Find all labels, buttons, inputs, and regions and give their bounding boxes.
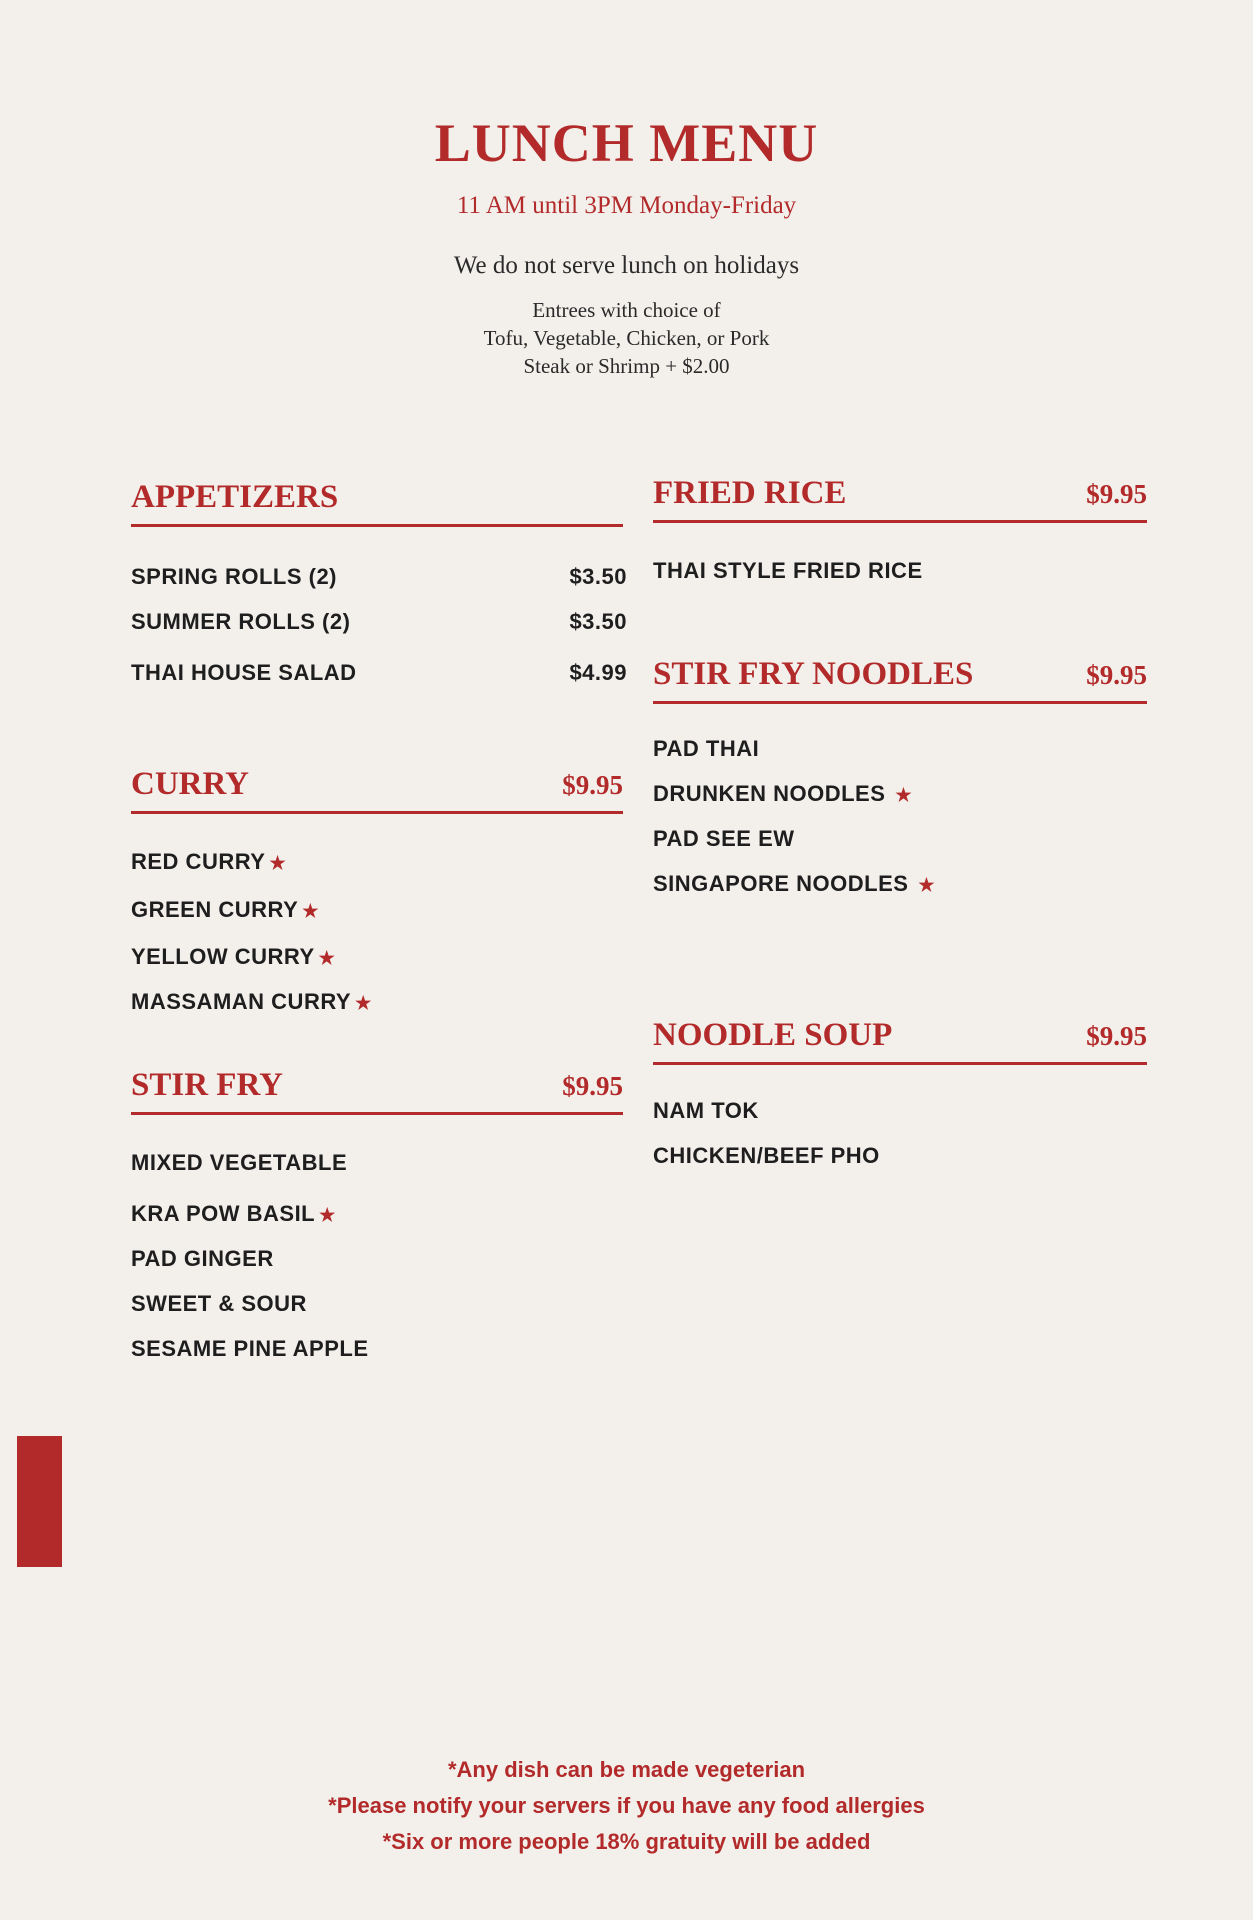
menu-item bbox=[131, 1291, 623, 1321]
menu-item bbox=[653, 1143, 1147, 1173]
section-header bbox=[653, 470, 1147, 523]
item-name: THAI HOUSE SALAD bbox=[131, 660, 357, 685]
decorative-red-bar bbox=[17, 1436, 62, 1567]
section-price: $9.95 bbox=[1086, 1021, 1147, 1051]
menu-item bbox=[131, 849, 623, 879]
footer-note: *Please notify your servers if you have any food allergies bbox=[328, 1793, 925, 1818]
item-name: SPRING ROLLS (2) bbox=[131, 564, 338, 589]
menu-item bbox=[653, 871, 1147, 901]
section-header bbox=[131, 1062, 623, 1115]
entree-options-line: Steak or Shrimp + $2.00 bbox=[523, 354, 730, 378]
stir-fry-noodles-section bbox=[653, 648, 1147, 896]
fried-rice-section bbox=[653, 470, 1147, 583]
noodle-soup-section bbox=[653, 1012, 1147, 1168]
menu-item bbox=[131, 1201, 623, 1231]
menu-item bbox=[653, 781, 1147, 811]
item-name: KRA POW BASIL bbox=[131, 1201, 316, 1226]
section-title: STIR FRY bbox=[131, 1067, 283, 1103]
spicy-star-icon: ★ bbox=[302, 901, 319, 921]
footer-note: *Any dish can be made vegeterian bbox=[447, 1757, 806, 1782]
section-price: $9.95 bbox=[562, 1071, 623, 1101]
menu-item bbox=[131, 944, 623, 974]
item-name: NAM TOK bbox=[653, 1098, 759, 1123]
entree-options bbox=[0, 296, 1253, 380]
item-name: MIXED VEGETABLE bbox=[131, 1150, 348, 1175]
menu-item bbox=[131, 609, 627, 639]
item-name: SUMMER ROLLS (2) bbox=[131, 609, 351, 634]
item-name: PAD GINGER bbox=[131, 1246, 274, 1271]
item-name: MASSAMAN CURRY bbox=[131, 989, 352, 1014]
item-name: THAI STYLE FRIED RICE bbox=[653, 558, 923, 583]
item-name: SINGAPORE NOODLES bbox=[653, 871, 909, 896]
spicy-star-icon: ★ bbox=[895, 785, 913, 805]
item-name: GREEN CURRY bbox=[131, 897, 299, 922]
spicy-star-icon: ★ bbox=[269, 853, 287, 873]
item-name: RED CURRY bbox=[131, 849, 266, 874]
menu-item bbox=[653, 826, 1147, 856]
spicy-star-icon: ★ bbox=[355, 993, 372, 1013]
menu-item bbox=[131, 989, 623, 1019]
item-name: PAD SEE EW bbox=[653, 826, 795, 851]
section-title: FRIED RICE bbox=[653, 475, 847, 511]
section-header bbox=[131, 472, 623, 527]
section-header bbox=[131, 760, 623, 814]
item-name: CHICKEN/BEEF PHO bbox=[653, 1143, 880, 1168]
section-price: $9.95 bbox=[1086, 479, 1147, 509]
menu-item bbox=[131, 564, 627, 594]
spicy-star-icon: ★ bbox=[918, 875, 936, 895]
section-title: STIR FRY NOODLES bbox=[653, 656, 974, 692]
spicy-star-icon: ★ bbox=[318, 948, 336, 968]
holiday-note: We do not serve lunch on holidays bbox=[453, 252, 800, 279]
menu-title: LUNCH MENU bbox=[434, 113, 819, 173]
menu-item bbox=[653, 736, 1147, 766]
section-title: APPETIZERS bbox=[131, 479, 339, 515]
item-name: DRUNKEN NOODLES bbox=[653, 781, 886, 806]
menu-item bbox=[131, 660, 627, 690]
section-title: CURRY bbox=[131, 766, 249, 802]
entree-options-line: Entrees with choice of bbox=[532, 298, 721, 322]
menu-item bbox=[653, 558, 1147, 588]
stir-fry-section bbox=[131, 1062, 623, 1361]
item-name: SESAME PINE APPLE bbox=[131, 1336, 369, 1361]
footer-note: *Six or more people 18% gratuity will be added bbox=[382, 1829, 871, 1854]
section-header bbox=[653, 648, 1147, 704]
section-price: $9.95 bbox=[1086, 660, 1147, 690]
item-name: YELLOW CURRY bbox=[131, 944, 315, 969]
section-price: $9.95 bbox=[562, 770, 623, 800]
menu-item bbox=[131, 897, 623, 927]
menu-item bbox=[653, 1098, 1147, 1128]
menu-item bbox=[131, 1246, 623, 1276]
appetizers-section bbox=[131, 472, 627, 685]
item-name: PAD THAI bbox=[653, 736, 760, 761]
lunch-hours: 11 AM until 3PM Monday-Friday bbox=[456, 192, 797, 219]
section-title: NOODLE SOUP bbox=[653, 1017, 893, 1053]
item-price: $4.99 bbox=[569, 660, 627, 685]
section-header bbox=[653, 1012, 1147, 1065]
item-price: $3.50 bbox=[569, 609, 627, 634]
spicy-star-icon: ★ bbox=[319, 1205, 336, 1225]
footer-notes bbox=[0, 1752, 1253, 1860]
entree-options-line: Tofu, Vegetable, Chicken, or Pork bbox=[483, 326, 770, 350]
menu-item bbox=[131, 1336, 623, 1366]
item-name: SWEET & SOUR bbox=[131, 1291, 307, 1316]
item-price: $3.50 bbox=[569, 564, 627, 589]
curry-section bbox=[131, 760, 623, 1014]
menu-item bbox=[131, 1150, 623, 1180]
